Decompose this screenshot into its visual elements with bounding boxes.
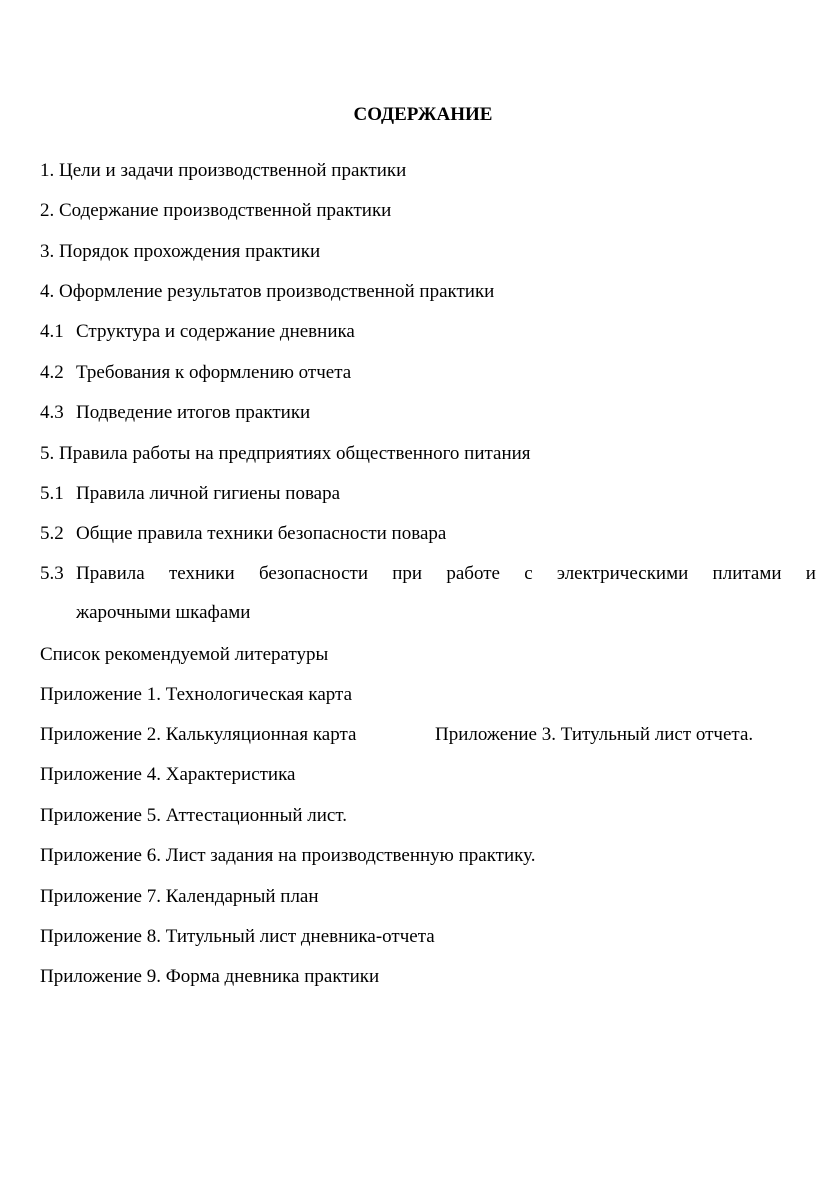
toc-item-label: Общие правила техники безопасности повара — [76, 523, 447, 544]
toc-item-4-3 — [40, 401, 310, 425]
toc-item-5-2 — [40, 522, 446, 546]
toc-item-number: 5.2 — [40, 523, 64, 544]
toc-item-4-2 — [40, 361, 351, 385]
toc-appendix-6: Приложение 6. Лист задания на производственную практику. — [40, 845, 536, 866]
toc-item-5-3-line — [76, 562, 816, 586]
toc-appendix-5: Приложение 5. Аттестационный лист. — [40, 805, 347, 826]
toc-word: техники — [168, 563, 235, 584]
toc-appendix-7: Приложение 7. Календарный план — [40, 886, 319, 907]
toc-word: Правила — [76, 563, 145, 584]
toc-item-number: 4.3 — [40, 402, 64, 423]
toc-item-4-1 — [40, 320, 355, 344]
toc-item-3: 3. Порядок прохождения практики — [40, 241, 321, 262]
toc-item-label: Правила личной гигиены повара — [76, 483, 341, 504]
page-title: СОДЕРЖАНИЕ — [353, 104, 493, 125]
toc-item-5-3-continuation: жарочными шкафами — [76, 602, 251, 623]
toc-item-5: 5. Правила работы на предприятиях общественного питания — [40, 443, 531, 464]
toc-appendix-3: Приложение 3. Титульный лист отчета. — [435, 724, 754, 745]
toc-item-5-1 — [40, 482, 340, 506]
toc-appendix-2: Приложение 2. Калькуляционная карта — [40, 724, 357, 745]
toc-appendix-4: Приложение 4. Характеристика — [40, 764, 296, 785]
toc-item-2: 2. Содержание производственной практики — [40, 200, 392, 221]
toc-item-4: 4. Оформление результатов производственной практики — [40, 281, 495, 302]
toc-word: при — [392, 563, 423, 584]
toc-item-label: Требования к оформлению отчета — [76, 362, 352, 383]
toc-item-number: 5.1 — [40, 483, 64, 504]
toc-item-1: 1. Цели и задачи производственной практики — [40, 160, 407, 181]
toc-appendix-1: Приложение 1. Технологическая карта — [40, 684, 353, 705]
toc-item-label: Структура и содержание дневника — [76, 321, 355, 342]
toc-word: плитами — [712, 563, 782, 584]
toc-references: Список рекомендуемой литературы — [40, 644, 329, 665]
toc-word: с — [524, 563, 533, 584]
toc-item-number: 4.1 — [40, 321, 64, 342]
toc-word: электрическими — [556, 563, 689, 584]
toc-item-5-3-number: 5.3 — [40, 563, 64, 584]
toc-appendix-8: Приложение 8. Титульный лист дневника-отчета — [40, 926, 435, 947]
toc-word: и — [805, 563, 816, 584]
toc-word: безопасности — [258, 563, 369, 584]
toc-item-number: 4.2 — [40, 362, 64, 383]
toc-word: работе — [446, 563, 500, 584]
toc-item-label: Подведение итогов практики — [76, 402, 311, 423]
toc-appendix-9: Приложение 9. Форма дневника практики — [40, 966, 380, 987]
